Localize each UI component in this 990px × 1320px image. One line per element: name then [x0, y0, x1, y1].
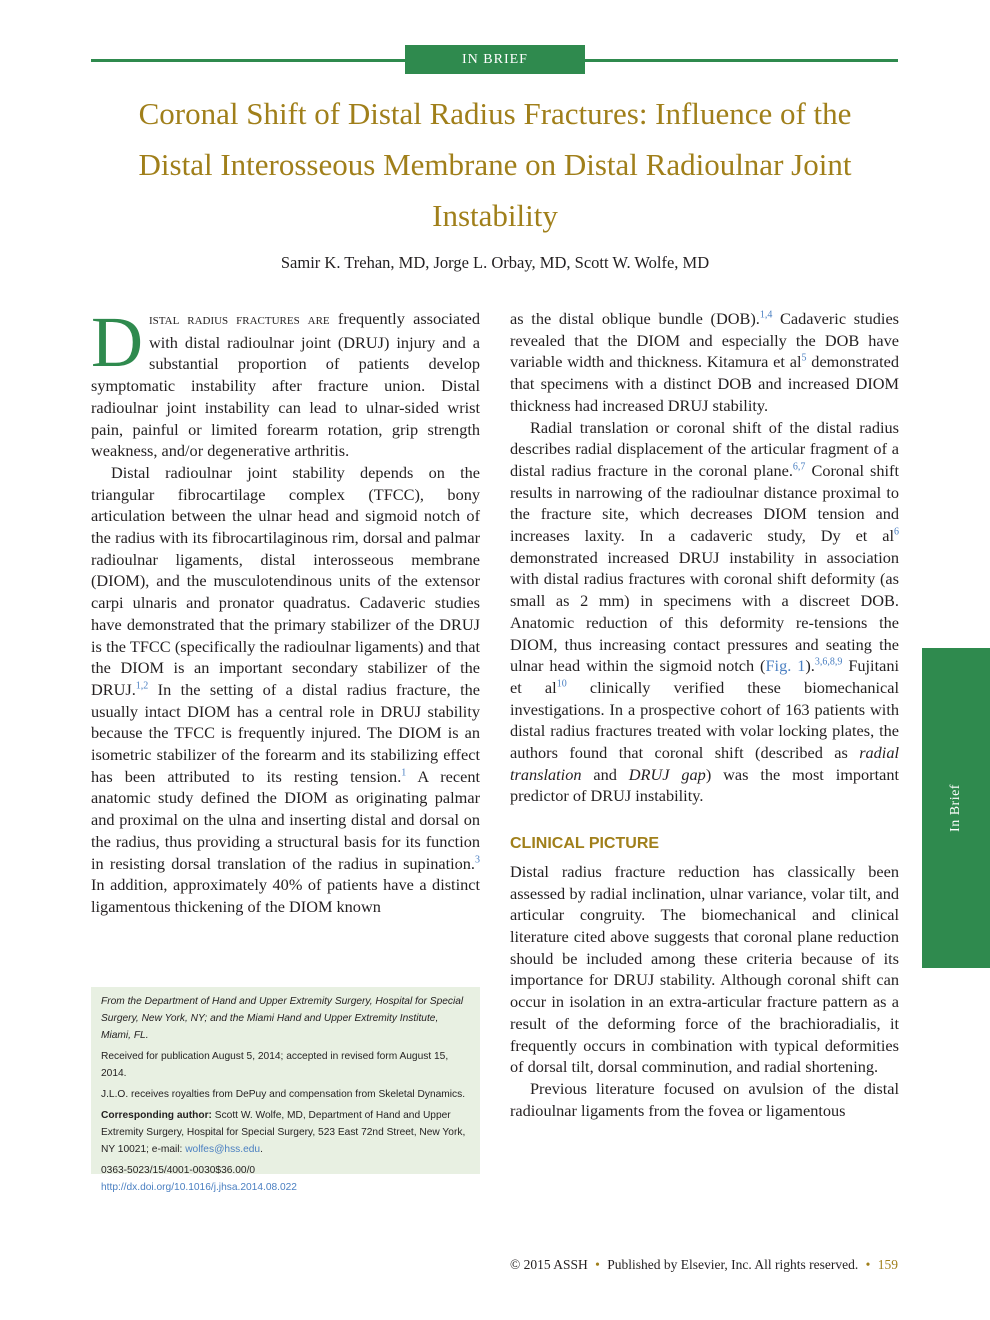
author-list: Samir K. Trehan, MD, Jorge L. Orbay, MD, Scott W. Wolfe, MD	[280, 253, 710, 272]
text: Coronal shift results in narrowing of the radioulnar distance proximal to the fracture site, which decreases DIOM tension and increases laxity. In a cadaveric study, Dy et al	[510, 460, 899, 546]
text: frequently associated with distal radioulnar joint (DRUJ) injury and a substantial proportion of patients develop symptomatic instability after fracture union. Distal radioulnar joint instability can lead to ulnar-sided wrist pain, painful or limited forearm rotation, grip strength weakness, and/or degenerative arthritis.	[91, 309, 481, 461]
side-tab-label: In Brief	[948, 784, 963, 832]
doi-link[interactable]: http://dx.doi.org/10.1016/j.jhsa.2014.08.022	[101, 1182, 297, 1193]
text: demonstrated increased DRUJ instability in association with distal radius fractures with coronal shift deformity (as small as 2 mm) in specimens with a discreet DOB. Anatomic reduction of this deformity re-tensions the DIOM, thus increasing contact pressures and seating the ulnar head within the sigmoid notch (	[510, 547, 899, 676]
section-tab: IN BRIEF	[405, 45, 585, 74]
text: Radial translation or coronal shift of the distal radius describes radial displacement of the articular fragment of a distal radius fracture in the coronal plane.	[510, 417, 899, 480]
text: and	[581, 764, 629, 784]
email-link[interactable]: wolfes@hss.edu	[185, 1144, 261, 1155]
citation-link[interactable]: 1	[401, 767, 407, 779]
text: ).	[805, 656, 815, 676]
citation-link[interactable]: 6,7	[792, 461, 806, 473]
text: as the distal oblique bundle (DOB).	[510, 309, 760, 328]
article-title: Coronal Shift of Distal Radius Fractures: Influence of the Distal Interosseous Membrane on Distal Radioulnar Joint Instability	[138, 96, 852, 233]
citation-link[interactable]: 1,2	[135, 680, 149, 692]
citation-link[interactable]: 6	[894, 526, 899, 538]
page-footer	[510, 1257, 898, 1273]
header-rule-right	[585, 59, 898, 62]
text: demonstrated that specimens with a distinct DOB and increased DIOM thickness had increased DRUJ stability.	[510, 352, 900, 415]
paragraph	[510, 417, 899, 808]
text: In addition, approximately 40% of patients have a distinct ligamentous thickening of the DIOM known	[91, 875, 480, 916]
side-section-tab	[922, 648, 990, 968]
text: .	[260, 1144, 263, 1155]
corresponding-author	[101, 1107, 470, 1158]
italic-term: radial translation	[510, 743, 899, 784]
paragraph	[91, 302, 481, 462]
disclosure: J.L.O. receives royalties from DePuy and compensation from Skeletal Dynamics.	[101, 1089, 466, 1100]
corresponding-label: Corresponding author:	[101, 1110, 212, 1121]
text: Distal radioulnar joint stability depends on the triangular fibrocartilage complex (TFCC), bony articulation between the ulnar head and sigmoid notch of the radius with its fibrocartilaginous rim, dorsal and palmar radioulnar ligaments, distal interosseous membrane (DIOM), and the musculotendinous units of the extensor carpi ulnaris and pronator quadratus. Cadaveric studies have demonstrated that the primary stabilizer of the DRUJ is the TFCC (specifically the radioulnar ligaments) and that the DIOM is an important secondary stabilizer of the DRUJ.	[91, 462, 480, 699]
citation-link[interactable]: 1,4	[759, 309, 773, 321]
citation-link[interactable]: 10	[556, 678, 567, 690]
copyright: © 2015 ASSH	[509, 1257, 588, 1272]
text: Cadaveric studies revealed that the DIOM and especially the DOB have variable width and thickness. Kitamura et al	[510, 309, 900, 372]
citation-link[interactable]: 3,6,8,9	[814, 656, 843, 668]
paragraph: Distal radius fracture reduction has classically been assessed by radial inclination, ulnar variance, volar tilt, and articular congruity. The biomechanical and clinical literature cited above suggests that coronal plane reduction should be included among these criteria because of its importance for DRUJ stability. Although coronal shift can occur in isolation in an extra-articular fracture pattern as a result of the deforming force of the brachioradialis, it frequently occurs in combination with typical deformities of dorsal tilt, dorsal comminution, and radial shortening.	[510, 861, 899, 1077]
left-column	[91, 302, 481, 918]
header-rule-left	[91, 59, 405, 62]
paragraph	[510, 308, 899, 417]
affiliation: From the Department of Hand and Upper Extremity Surgery, Hospital for Special Surgery, New York, NY; and the Miami Hand and Upper Extremity Institute, Miami, FL.	[101, 996, 464, 1041]
paragraph: Previous literature focused on avulsion of the distal radioulnar ligaments from the fovea or ligamentous	[510, 1078, 899, 1120]
right-column	[510, 308, 899, 1121]
small-caps-lead: istal radius fractures are	[149, 312, 330, 328]
received-dates: Received for publication August 5, 2014; accepted in revised form August 15, 2014.	[101, 1051, 449, 1079]
page-number: 159	[877, 1257, 898, 1272]
bullet-separator: •	[865, 1257, 871, 1272]
citation-link[interactable]: 5	[801, 352, 807, 364]
article-info-box	[91, 987, 480, 1193]
drop-cap: D	[91, 302, 143, 382]
section-heading: CLINICAL PICTURE	[510, 835, 660, 853]
paragraph	[91, 462, 480, 918]
text: Scott W. Wolfe, MD, Department of Hand and Upper Extremity Surgery, Hospital for Special Surgery, 523 East 72nd Street, New York, NY 10021; e-mail:	[101, 1110, 466, 1155]
text: ) was the most important predictor of DRUJ instability.	[510, 764, 899, 806]
publisher-notice: Published by Elsevier, Inc. All rights reserved.	[607, 1257, 859, 1272]
text: A recent anatomic study defined the DIOM as originating palmar and proximal on the ulna and inserting distal and dorsal on the radius, thus providing a structural basis for its function in resisting dorsal translation of the radius in supination.	[91, 766, 480, 873]
text: clinically verified these biomechanical investigations. In a prospective cohort of 163 patients with distal radius fractures treated with volar locking plates, the authors found that coronal shift (described as	[510, 677, 899, 763]
citation-link[interactable]: 3	[475, 854, 480, 866]
text: In the setting of a distal radius fracture, the usually intact DIOM has a central role in DRUJ stability because the TFCC is frequently injured. The DIOM is an isometric stabilizer of the forearm and its stabilizing effect has been attributed to its resting tension.	[91, 679, 480, 786]
figure-link[interactable]: Fig. 1	[765, 656, 806, 676]
issn: 0363-5023/15/4001-0030$36.00/0	[101, 1165, 256, 1176]
italic-term: DRUJ gap	[628, 764, 706, 784]
text: Fujitani et al	[510, 656, 899, 697]
bullet-separator: •	[595, 1257, 600, 1272]
